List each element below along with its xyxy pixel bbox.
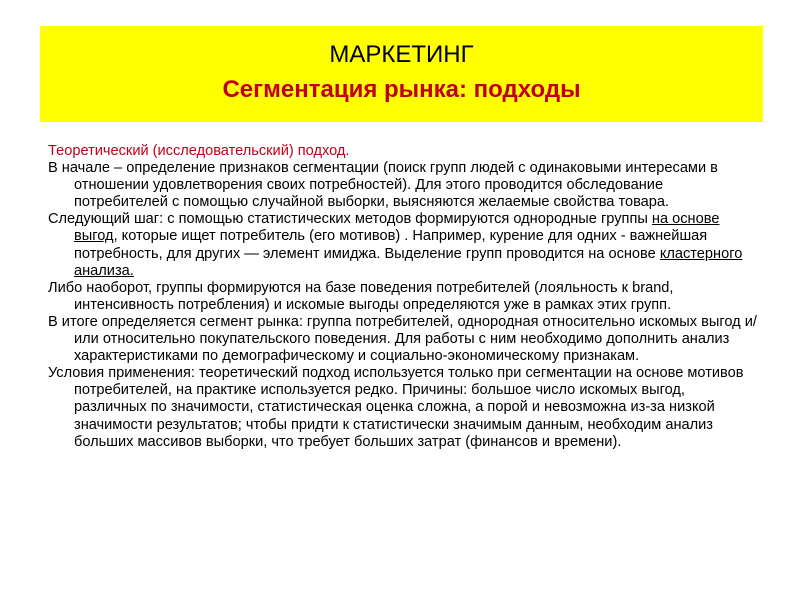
next-step-text-a: Следующий шаг: с помощью статистических методов формируются однородные группы xyxy=(48,211,652,228)
benefits-link[interactable]: на основе выгод xyxy=(74,211,720,245)
paragraph-definition: В начале – определение признаков сегментации (поиск групп людей с одинаковыми интересами в отношении удовлетворения своих потребностей). Для этого проводится обследование потребителей с помощью случайной выборки, выясняются желаемые свойства товара. xyxy=(48,160,718,211)
slide-subtitle: Сегментация рынка: подходы xyxy=(222,76,581,103)
next-step-text-b: , которые ищет потребитель (его мотивов) . Например, курение для одних - важнейшая потребность, для других — элемент имиджа. Выделение групп проводится на основе xyxy=(74,228,708,262)
cluster-analysis-link[interactable]: кластерного анализа. xyxy=(74,245,743,279)
paragraph-result: В итоге определяется сегмент рынка: группа потребителей, однородная относительно искомых выгод и/или относительно покупательского поведения. Для работы с ним необходимо дополнить анализ характеристиками по демографическому и социально-экономическому признакам. xyxy=(48,313,757,365)
slide-body xyxy=(48,143,758,451)
paragraph-next-step xyxy=(48,211,758,279)
paragraph-reverse: Либо наоборот, группы формируются на базе поведения потребителей (лояльность к brand, интенсивность потребления) и искомые выгоды определяются уже в рамках этих групп. xyxy=(48,279,674,313)
paragraph-conditions: Условия применения: теоретический подход используется только при сегментации на основе мотивов потребителей, на практике используется редко. Причины: большое число искомых выгод, различных по значимости, статистическая оценка сложна, а порой и невозможна из-за низкой значимости результатов; чтобы придти к статистически значимым данным, необходим анализ больших массивов выборки, что требует больших затрат (финансов и времени). xyxy=(48,365,744,450)
slide-title: МАРКЕТИНГ xyxy=(329,41,474,68)
title-banner xyxy=(40,26,763,122)
approach-heading: Теоретический (исследовательский) подход. xyxy=(48,143,350,159)
